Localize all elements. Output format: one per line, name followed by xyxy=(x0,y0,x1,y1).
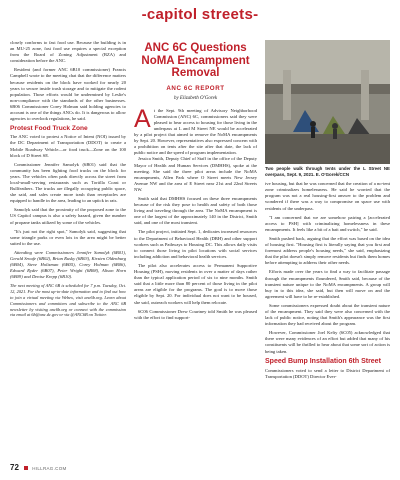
subheading-food-truck: Protest Food Truck Zone xyxy=(10,125,88,133)
paragraph: The ANC voted to protest a Notice of Intent (NOI) issued by the DC Department of Transportation (DDOT) to create a Mobile Roadway Vehicle—or food truck—Zone on the 100 block of D Street SE. xyxy=(10,134,126,158)
section-header: -capitol streets- xyxy=(141,6,259,23)
paragraph: Resident (and former ANC 6B10 commissioner) Francis Campbell wrote to the meeting chat that the difference matters because residents on the block have worked for nearly 20 years to secure inside trash storage and to mitigate the rodent population. Those efforts would be undermined by Leslie's non-compliance with the standards of the other businesses. 6B06 Commissioner Corey Holman said holding agencies to account is one of the things ANCs do. It is dangerous to allow agencies to overlook regulations, he said. xyxy=(10,67,126,122)
photo-illustration xyxy=(265,40,390,164)
paragraph: The pilot also accelerates access to Permanent Supportive Housing (PSH), moving residents in over a matter of days rather than the typical application period of six to nine months. Smith said that a little more than 80 percent of those living in the pilot areas are eligible for the programs. The goal is to move those eligible by Sept. 20. For individual does not want to be housed, she said, outreach workers will help them relocate. xyxy=(134,262,257,305)
middle-column xyxy=(134,40,257,324)
subheading-speed-bump: Speed Bump Installation 6th Street xyxy=(265,357,381,365)
page-number: 72 xyxy=(10,463,19,472)
paragraph: Smith said that DMHHS focused on these three encampments because of the risk they pose to health and safety of both those living and traveling through the area. The NoMA encampment is one of the largest of the approximately 140 in the District, Smith said, and one of the most transient. xyxy=(134,196,257,226)
paragraph: Efforts made over the years to find a way to facilitate passage through the encampments floundered, Smith said, because of the transient nature unique to the NoMA encampments. A group will buy in to this idea, she said, but then will move on and the agreement will have to be re-established. xyxy=(265,269,390,299)
paragraph: Samolyk said that the proximity of the proposed zone to the US Capitol campus is also a safety hazard, given the number of propane tanks utilized by some of the vehicles. xyxy=(10,207,126,225)
site-name: HILLRAG.COM xyxy=(32,466,67,471)
paragraph: t the Sept. 9th meeting of Advisory Neighborhood Commission (ANC) 6C, commissioners said they were pleased to hear access to housing for those living in the underpass at L and M Street NE would be accelerated by a pilot project that aimed to remove the NoMA encampments by Sept. 20. However, representatives also expressed concern with a prohibition on tents after the site after that date, the lack of public notice and the speed of program implementation. xyxy=(134,107,257,156)
paragraph: "I am concerned that we are somehow pairing a [accelerated access to PSH] with criminalizing homelessness in these encampments. It feels like a bit of a bait and switch," he said. xyxy=(265,214,390,232)
report-kicker: ANC 6C REPORT xyxy=(166,84,225,92)
paragraph: The pilot project, initiated Sept. 1, dedicates increased resources to the Department of Behavioral Health (DBH) and other support workers such as Pathways to Housing DC. This allows daily visits to connect those living in pilot locations with social services including addiction and behavioral health services. xyxy=(134,229,257,259)
paragraph: Commissioner Jennifer Samolyk (6B01) said that the community has been fighting food trucks on the block for years. The vehicles often park directly across the street from local-small-serving restaurants such as Tortilla Coast or Bullfeathers. The trucks are illegally occupying public space, she said, and sales create more trash than receptacles are equipped to handle in the area, leading to an uptick in rats. xyxy=(10,161,126,204)
paragraph: "It's just not the right spot," Samolyk said, suggesting that some triangle parks or even lots in the area might be better suited to the use. xyxy=(10,228,126,246)
square-bullet-icon xyxy=(24,466,28,470)
next-meeting-note: The next meeting of ANC 6B is scheduled for 7 p.m. Tuesday, Oct. 12, 2021. For the most up-to-date information and to find out how to join a virtual meeting via Webex, visit anc6b.org. Learn about Commissioners and committees and subscribe to the ANC 6B newsletter by visiting anc6b.org or connect with the commission via email at 6b@anc.dc.gov or via @ANC6B on Twitter. xyxy=(10,283,126,318)
paragraph: ive housing, but that he was concerned that the creation of a no-tent zone criminalizes homelessness. He said he worried that the program was not a real housing-first answer to the problem and wondered if there was a way to compromise on space use with residents of the underpass. xyxy=(265,181,390,211)
photo-caption: Two people walk through tents under the L Street NE overpass, Sept. 9, 2021. E. O'Gorek/CCN xyxy=(265,166,390,177)
lead-paragraph xyxy=(134,104,257,157)
underpass-photo xyxy=(265,40,390,164)
paragraph: Jessica Smith, Deputy Chief of Staff in the office of the Deputy Mayor of Health and Human Services (DMHHS), spoke at the meeting. She said the three pilot areas include the NoMA encampments, Allen Park where O Street meets New Jersey Avenue NW and the area of E Street near 21st and 22nd Streets NW. xyxy=(134,156,257,192)
paragraph: However, Commissioner Joel Kelty (6C05) acknowledged that there were many evidences of an effort but added that many of his constituents will be thrilled to hear about that some sort of action is being taken. xyxy=(265,330,390,354)
attendance-note: Attending were Commissioners Jennifer Samolyk (6B01), Gerald Sroufe (6B02), Brian Rusky (6B03), Kirsten Oldenburg (6B04), Steve Holtzman (6B05), Corey Holman (6B06), Edward Ryder (6B07), Peter Wright (6B08), Alison Horn (6B09) and Denise Krepp (6B10). xyxy=(10,249,126,280)
paragraph: 6C06 Commissioner Drew Courtney told Smith he was pleased with the effort to find support- xyxy=(134,308,257,320)
right-column xyxy=(265,40,390,383)
article-title: ANC 6C Questions NoMA Encampment Removal xyxy=(141,42,250,79)
paragraph: closely conforms to fast food use. Because the building is in an MU-25 zone, fast food use requires a special exception from the Board of Zoning Adjustment (BZA) and consideration before the ANC. xyxy=(10,40,126,64)
paragraph: Some commissioners expressed doubt about the transient nature of the encampment. They said they were also concerned with the lack of public notice, noting that Smith's appearance was the first information they had received about the program. xyxy=(265,302,390,327)
paragraph: Commissioners voted to send a letter to District Department of Transportation (DDOT) Director Ever- xyxy=(265,367,390,379)
left-column xyxy=(10,40,126,321)
paragraph: Smith pushed back, arguing that the effort was based on the idea of housing first. "Housing first is literally saying that you first and foremost address people's housing needs," she said, emphasizing that the pilot doesn't simply remove residents but finds them homes before attempting to address their other needs. xyxy=(265,235,390,266)
byline: by Elizabeth O'Gorek xyxy=(173,95,218,101)
drop-cap: A xyxy=(134,104,151,133)
page-footer xyxy=(10,463,130,472)
